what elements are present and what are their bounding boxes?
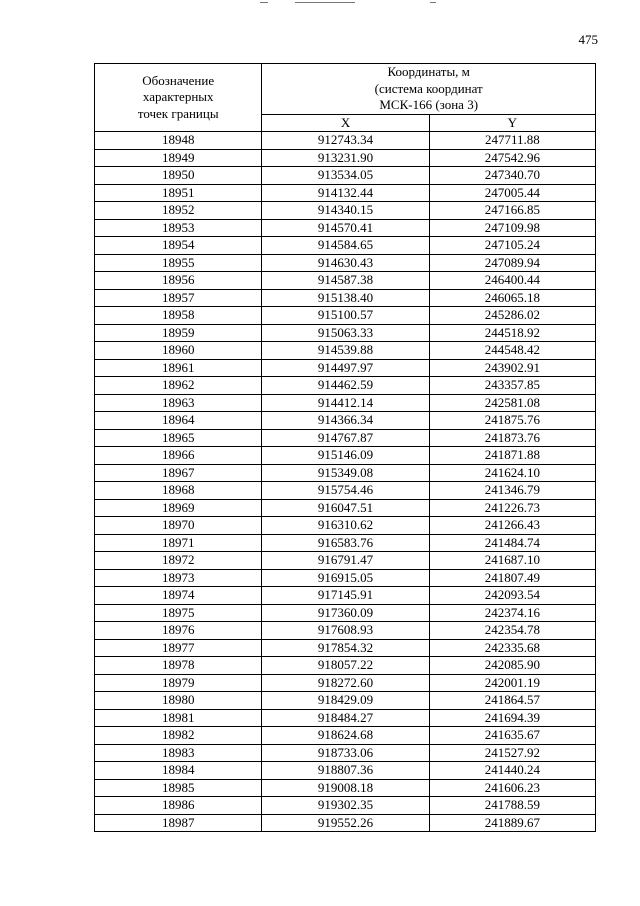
- header-coordinates: [262, 64, 596, 115]
- cell-x: 914497.97: [262, 359, 429, 377]
- cell-point: 18951: [95, 184, 262, 202]
- cell-x: 919008.18: [262, 779, 429, 797]
- cell-point: 18983: [95, 744, 262, 762]
- cell-y: 243902.91: [429, 359, 595, 377]
- table-row: [95, 639, 596, 657]
- cell-x: 918624.68: [262, 727, 429, 745]
- cell-point: 18948: [95, 132, 262, 150]
- table-row: [95, 727, 596, 745]
- table-row: [95, 359, 596, 377]
- header-coords-line: МСК-166 (зона 3): [379, 97, 479, 112]
- cell-x: 916310.62: [262, 517, 429, 535]
- cell-x: 914132.44: [262, 184, 429, 202]
- cell-point: 18960: [95, 342, 262, 360]
- cell-x: 916583.76: [262, 534, 429, 552]
- cell-point: 18970: [95, 517, 262, 535]
- cell-y: 247166.85: [429, 202, 595, 220]
- cell-x: 919302.35: [262, 797, 429, 815]
- cell-point: 18949: [95, 149, 262, 167]
- header-y: Y: [429, 114, 595, 132]
- cell-y: 242093.54: [429, 587, 595, 605]
- cell-x: 915100.57: [262, 307, 429, 325]
- cell-y: 241226.73: [429, 499, 595, 517]
- cell-x: 916915.05: [262, 569, 429, 587]
- cell-point: 18987: [95, 814, 262, 832]
- cell-y: 245286.02: [429, 307, 595, 325]
- cell-point: 18977: [95, 639, 262, 657]
- cell-y: 241889.67: [429, 814, 595, 832]
- cell-point: 18968: [95, 482, 262, 500]
- cell-point: 18966: [95, 447, 262, 465]
- table-row: [95, 342, 596, 360]
- cell-x: 913231.90: [262, 149, 429, 167]
- cell-y: 241875.76: [429, 412, 595, 430]
- cell-point: 18973: [95, 569, 262, 587]
- cell-x: 917854.32: [262, 639, 429, 657]
- table-row: [95, 814, 596, 832]
- cell-x: 917360.09: [262, 604, 429, 622]
- cell-y: 246400.44: [429, 272, 595, 290]
- table-row: [95, 237, 596, 255]
- cell-y: 242581.08: [429, 394, 595, 412]
- cell-x: 916791.47: [262, 552, 429, 570]
- table-row: [95, 622, 596, 640]
- page-number: 475: [578, 32, 598, 47]
- table-row: [95, 202, 596, 220]
- cell-point: 18976: [95, 622, 262, 640]
- cell-x: 914539.88: [262, 342, 429, 360]
- cell-point: 18955: [95, 254, 262, 272]
- cell-point: 18962: [95, 377, 262, 395]
- cell-y: 244548.42: [429, 342, 595, 360]
- cell-y: 242335.68: [429, 639, 595, 657]
- cell-y: 242354.78: [429, 622, 595, 640]
- table-row: [95, 289, 596, 307]
- cell-point: 18950: [95, 167, 262, 185]
- cell-x: 914584.65: [262, 237, 429, 255]
- cell-y: 241624.10: [429, 464, 595, 482]
- cell-point: 18978: [95, 657, 262, 675]
- scan-marks: [255, 0, 455, 6]
- cell-x: 916047.51: [262, 499, 429, 517]
- header-point-line: Обозначение: [142, 72, 215, 88]
- cell-x: 917608.93: [262, 622, 429, 640]
- cell-x: 914587.38: [262, 272, 429, 290]
- cell-x: 918807.36: [262, 762, 429, 780]
- cell-point: 18974: [95, 587, 262, 605]
- cell-y: 246065.18: [429, 289, 595, 307]
- table-row: [95, 797, 596, 815]
- cell-y: 247542.96: [429, 149, 595, 167]
- table-row: [95, 272, 596, 290]
- table-row: [95, 184, 596, 202]
- cell-x: 914366.34: [262, 412, 429, 430]
- cell-y: 241635.67: [429, 727, 595, 745]
- cell-x: 914630.43: [262, 254, 429, 272]
- cell-y: 247089.94: [429, 254, 595, 272]
- table-row: [95, 149, 596, 167]
- cell-y: 242374.16: [429, 604, 595, 622]
- table-row: [95, 762, 596, 780]
- table-row: [95, 464, 596, 482]
- table-body: [95, 132, 596, 832]
- table-row: [95, 657, 596, 675]
- cell-x: 917145.91: [262, 587, 429, 605]
- cell-x: 919552.26: [262, 814, 429, 832]
- cell-y: 242001.19: [429, 674, 595, 692]
- cell-x: 918733.06: [262, 744, 429, 762]
- table-row: [95, 604, 596, 622]
- cell-y: 244518.92: [429, 324, 595, 342]
- table-row: [95, 377, 596, 395]
- cell-point: 18982: [95, 727, 262, 745]
- cell-y: 247711.88: [429, 132, 595, 150]
- cell-x: 915138.40: [262, 289, 429, 307]
- cell-y: 241687.10: [429, 552, 595, 570]
- table-row: [95, 324, 596, 342]
- cell-x: 918429.09: [262, 692, 429, 710]
- table-row: [95, 394, 596, 412]
- table-row: [95, 499, 596, 517]
- table-row: [95, 132, 596, 150]
- cell-y: 241788.59: [429, 797, 595, 815]
- table-row: [95, 429, 596, 447]
- table-row: [95, 412, 596, 430]
- cell-y: 247109.98: [429, 219, 595, 237]
- cell-point: 18972: [95, 552, 262, 570]
- cell-y: 242085.90: [429, 657, 595, 675]
- cell-point: 18965: [95, 429, 262, 447]
- cell-x: 914767.87: [262, 429, 429, 447]
- table-row: [95, 482, 596, 500]
- table-row: [95, 254, 596, 272]
- cell-y: 247005.44: [429, 184, 595, 202]
- table-row: [95, 709, 596, 727]
- cell-point: 18953: [95, 219, 262, 237]
- table-row: [95, 674, 596, 692]
- cell-point: 18954: [95, 237, 262, 255]
- cell-point: 18984: [95, 762, 262, 780]
- header-point-designation: [95, 64, 262, 132]
- table-row: [95, 552, 596, 570]
- header-point-line: характерных: [142, 89, 214, 105]
- cell-x: 915349.08: [262, 464, 429, 482]
- cell-x: 915063.33: [262, 324, 429, 342]
- table-row: [95, 307, 596, 325]
- cell-x: 914412.14: [262, 394, 429, 412]
- cell-y: 241484.74: [429, 534, 595, 552]
- cell-x: 914462.59: [262, 377, 429, 395]
- cell-y: 241346.79: [429, 482, 595, 500]
- cell-point: 18975: [95, 604, 262, 622]
- cell-point: 18956: [95, 272, 262, 290]
- cell-x: 914570.41: [262, 219, 429, 237]
- cell-x: 918484.27: [262, 709, 429, 727]
- cell-point: 18952: [95, 202, 262, 220]
- cell-y: 241871.88: [429, 447, 595, 465]
- table-row: [95, 219, 596, 237]
- cell-y: 241606.23: [429, 779, 595, 797]
- cell-x: 918057.22: [262, 657, 429, 675]
- cell-point: 18964: [95, 412, 262, 430]
- cell-point: 18985: [95, 779, 262, 797]
- cell-y: 241807.49: [429, 569, 595, 587]
- cell-y: 241527.92: [429, 744, 595, 762]
- table-header: [95, 64, 596, 132]
- table-row: [95, 517, 596, 535]
- table-row: [95, 744, 596, 762]
- cell-point: 18958: [95, 307, 262, 325]
- table-row: [95, 692, 596, 710]
- table-row: [95, 167, 596, 185]
- table-row: [95, 587, 596, 605]
- cell-y: 241864.57: [429, 692, 595, 710]
- cell-point: 18957: [95, 289, 262, 307]
- cell-point: 18963: [95, 394, 262, 412]
- cell-point: 18986: [95, 797, 262, 815]
- table-row: [95, 447, 596, 465]
- coordinates-table: [94, 63, 596, 832]
- header-x: X: [262, 114, 429, 132]
- cell-y: 247340.70: [429, 167, 595, 185]
- cell-point: 18981: [95, 709, 262, 727]
- cell-y: 241873.76: [429, 429, 595, 447]
- cell-y: 241266.43: [429, 517, 595, 535]
- cell-x: 915754.46: [262, 482, 429, 500]
- cell-y: 241440.24: [429, 762, 595, 780]
- cell-x: 913534.05: [262, 167, 429, 185]
- cell-x: 912743.34: [262, 132, 429, 150]
- cell-x: 918272.60: [262, 674, 429, 692]
- table-row: [95, 779, 596, 797]
- header-coords-line: Координаты, м: [387, 64, 470, 79]
- cell-x: 915146.09: [262, 447, 429, 465]
- cell-y: 247105.24: [429, 237, 595, 255]
- cell-point: 18979: [95, 674, 262, 692]
- cell-point: 18969: [95, 499, 262, 517]
- cell-point: 18967: [95, 464, 262, 482]
- header-point-line: точек границы: [137, 105, 219, 121]
- cell-point: 18961: [95, 359, 262, 377]
- cell-x: 914340.15: [262, 202, 429, 220]
- cell-point: 18980: [95, 692, 262, 710]
- table-row: [95, 569, 596, 587]
- header-coords-line: (система координат: [374, 80, 483, 96]
- cell-point: 18971: [95, 534, 262, 552]
- cell-y: 241694.39: [429, 709, 595, 727]
- table-row: [95, 534, 596, 552]
- cell-point: 18959: [95, 324, 262, 342]
- cell-y: 243357.85: [429, 377, 595, 395]
